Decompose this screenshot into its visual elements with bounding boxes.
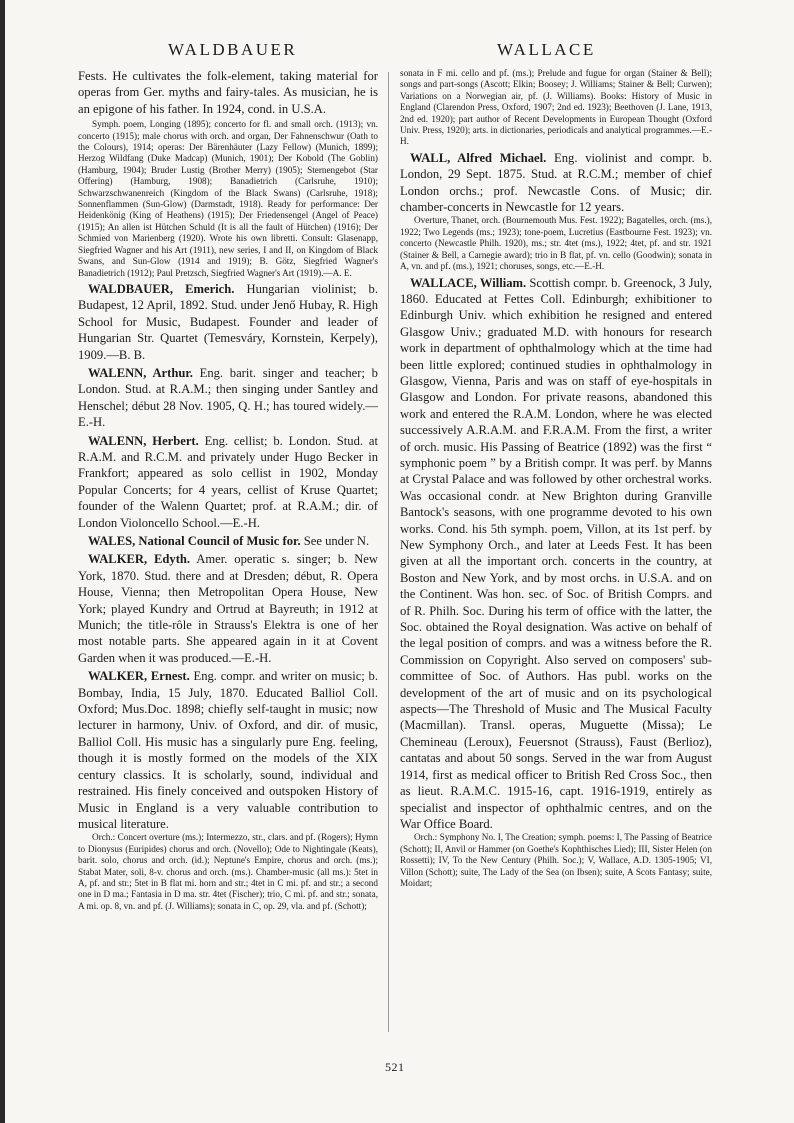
entry-headword: WALKER, Ernest.	[88, 669, 190, 684]
left-column	[78, 68, 378, 912]
entry-body: Hungarian violinist; b. Budapest, 12 April, 1892. Stud. under Jenő Hubay, R. High School for Music, Budapest. Founder and leader of Hungarian Str. Quartet (Temesváry, Kornstein, Kerpely), 1909.—B. B.	[78, 281, 378, 362]
entry-headword: WALENN, Arthur.	[88, 365, 193, 380]
column-divider	[388, 72, 389, 1032]
entry-walenn-herbert	[78, 433, 378, 531]
entry-wales	[78, 533, 378, 549]
right-column	[400, 68, 712, 889]
entry-body: Eng. barit. singer and teacher; b London. Stud. at R.A.M.; then singing under Santley and Henschel; début 28 Nov. 1905, Q. H.; has toured widely.—E.-H.	[78, 365, 378, 430]
works-list: Orch.: Concert overture (ms.); Intermezzo, str., clars. and pf. (Rogers); Hymn to Dionysus (Euripides) chorus and orch. (Novello); Ode to Nightingale (Keats), barit. solo, chorus and orch. (id.); Neptune's Empire, chorus and orch. (ms.); Stabat Mater, soli, 8-v. chorus and orch. (ms.). Chamber-music (all ms.): 5tet in A, pf. and str.; 5tet in B flat mi. horn and str.; 4tet in C mi. pf. and str.; a second one in D ma.; Fantasia in D ma. str. 4tet (Fischer); trio, C mi. pf. and str.; sonata, A mi. op. 8, vn. and pf. (J. Williams); sonata in C, op. 29, vla. and pf. (Schott);	[78, 832, 378, 911]
entry-body: See under N.	[300, 534, 370, 548]
entry-headword: WALDBAUER, Emerich.	[88, 281, 235, 296]
entry-headword: WALENN, Herbert.	[88, 433, 199, 448]
entry-walker-ernest	[78, 668, 378, 832]
entry-headword: WALLACE, William.	[410, 275, 527, 290]
entry-wall	[400, 150, 712, 216]
entry-body: Scottish compr. b. Greenock, 3 July, 1860. Educated at Fettes Coll. Edinburgh; exhibitioner to Edinburgh Univ. which exhibition he resigned and entered Glasgow Univ.; graduated M.D. with honours for research work in department of ophthalmology which at the time had been little explored; continued studies in ophthalmology in Glasgow, Vienna, Paris and was on staff of eye-hospitals in Glasgow and London. For private reasons, abandoned this work and entered the R.A.M. London, where he was elected successively A.R.A.M. and F.R.A.M. From the first, a writer of orch. music. His Passing of Beatrice (1892) was the first “ symphonic poem ” by a British compr. It was perf. by Manns at Crystal Palace and was followed by other orchestral works. Was occasional condr. at New Brighton during Granville Bantock's seasons, with one programme devoted to his own works. Cond. his 5th symph. poem, Villon, at its 1st perf. by New Symphony Orch., and later at Leeds Fest. It has been given at all the important orch. concerts in the country, at Boston and New York, and by most orchs. in U.S.A. and on the Continent. Was hon. sec. of Soc. of British Comprs. and of R. Philh. Soc. During his term of office with the latter, the Soc. obtained the Royal designation. Was active on behalf of the legal position of comprs. and was a witness before the R. Commission on Copyright. Also served on composers' sub-committee of Soc. of Authors. Has publ. works on the development of the art of music and on its psychological aspects—The Threshold of Music and The Musical Faculty (Macmillan). Transl. operas, Muguette (Missa); Le Chemineau (Leroux), Feuersnot (Strauss), Faust (Berlioz), cantatas and about 50 songs. Served in the war from August 1914, first as medical officer to British Red Cross Soc., then as lieut. R.A.M.C. 1915-16, capt. 1916-1919, entirely as specialist and inspector of ophthalmic centres, and on the War Office Board.	[400, 275, 712, 831]
entry-body: Eng. cellist; b. London. Stud. at R.A.M. and R.C.M. and privately under Hugo Becker in Frankfort; appeared as solo cellist in 1902, Monday Popular Concerts; for 4 years, cellist of Kruse Quartet; founder of the Walenn Quartet; prof. at R.A.M.; dir. of London Violoncello School.—E.-H.	[78, 433, 378, 530]
entry-body: Amer. operatic s. singer; b. New York, 1870. Stud. there and at Dresden; début, R. Opera House, Vienna; then Metropolitan Opera House, New York; played Kundry and Ortrud at Bayreuth; in 1912 at Munich; the title-rôle in Strauss's Elektra is one of her most notable parts. She appeared again in it at Covent Garden when it was produced.—E.-H.	[78, 552, 378, 665]
entry-walker-edyth	[78, 551, 378, 666]
running-header-right: WALLACE	[497, 40, 596, 59]
page-number: 521	[385, 1060, 405, 1074]
entry-wallace-william	[400, 275, 712, 833]
entry-headword: WALES, National Council of Music for.	[88, 534, 301, 548]
entry-body: Eng. compr. and writer on music; b. Bombay, India, 15 July, 1870. Educated Balliol Coll. Oxford; Mus.Doc. 1898; chiefly self-taught in music; now lecturer in harmony, Univ. of Oxford, and dir. of music, Balliol Coll. His music has a singularly pure Eng. feeling, though it is mostly formed on the models of the XIX century classics. It is scholarly, sound, individual and restrained. His finely conceived and outspoken History of Music in England is a very valuable contribution to musical literature.	[78, 669, 379, 831]
binding-edge	[0, 0, 5, 1123]
entry-waldbauer	[78, 281, 378, 363]
entry-headword: WALL, Alfred Michael.	[410, 150, 547, 165]
entry-headword: WALKER, Edyth.	[88, 552, 191, 567]
continued-works-list: sonata in F mi. cello and pf. (ms.); Prelude and fugue for organ (Stainer & Bell); songs and part-songs (Ascott; Elkin; Boosey; J. Williams; Stainer & Bell; Curwen); Variations on a Norwegian air, pf. (J. Williams). Books: History of Music in England (Clarendon Press, Oxford, 1907; 2nd ed. 1923); Beethoven (J. Lane, 1913, 2nd ed. 1920); part author of Recent Developments in European Thought (Oxford Univ. Press, 1920); arts. in dictionaries, periodicals and analytical programmes.—E.-H.	[400, 68, 712, 147]
works-list: Symph. poem, Longing (1895); concerto for fl. and small orch. (1913); vn. concerto (1915); male chorus with orch. and organ, Der Fahnenschwur (Oath to the Colours), 1914; operas: Der Bärenhäuter (Lazy Fellow) (Munich, 1899); Herzog Wildfang (Duke Madcap) (Munich, 1901); Der Kobold (The Goblin) (Hamburg, 1904); Bruder Lustig (Brother Merry) (1905); Sternengebot (Star Offering) (Hamburg, 1908); Banadietrich (Carlsruhe, 1910); Schwarzschwanenreich (Kingdom of the Black Swans) (Carlsruhe, 1918); Sonnenflammen (Sun-Glow) (Darmstadt, 1918). Ready for performance: Der Heidenkönig (King of Heathens) (1915); Der Friedensengel (Angel of Peace) (1915); An allen ist Hütchen Schuld (It is all the fault of Hütchen) (1916); Der Schmied von Marienberg (1920). Wrote his own libretti. Consult: Glasenapp, Siegfried Wagner and his Art (1911), new series, I and II, on Kingdom of Black Swans, and Sun-Glow (1914 and 1919); B. Götz, Siegfried Wagner's Banadietrich (1912); Paul Pretzsch, Siegfried Wagner's Art (1919).—A. E.	[78, 119, 378, 278]
works-list: Orch.: Symphony No. I, The Creation; symph. poems: I, The Passing of Beatrice (Schott); II, Anvil or Hammer (on Goethe's Kophthisches Lied); III, Sister Helen (on Rossetti); IV, To the New Century (Philh. Soc.); V, Wallace, A.D. 1305-1905; VI, Villon (Schott); suite, The Lady of the Sea (on Ibsen); suite, A Scots Fantasy; suite, Moidart;	[400, 832, 712, 888]
entry-walenn-arthur	[78, 365, 378, 431]
running-header-left: WALDBAUER	[168, 40, 298, 59]
works-list: Overture, Thanet, orch. (Bournemouth Mus. Fest. 1922); Bagatelles, orch. (ms.), 1922; Two Legends (ms.; 1923); tone-poem, Lucretius (Eastbourne Fest. 1923); vn. concerto (Newcastle Philh. 1920), ms.; str. 4tet (ms.), 1922; 4tet, pf. and str. 1921 (Stainer & Bell, a Carnegie award); trio in B flat, pf. vn. cello (Goodwin); sonata in A, vn. and pf. (ms.), 1921; choruses, songs, etc.—E.-H.	[400, 215, 712, 272]
entry-body: Eng. violinist and compr. b. London, 29 Sept. 1875. Stud. at R.C.M.; member of chief London orchs.; prof. Newcastle Cons. of Music; dir. chamber-concerts in Newcastle for 12 years.	[400, 150, 712, 215]
continued-entry-text: Fests. He cultivates the folk-element, taking material for operas from Ger. myths and fairy-tales. As musician, he is an epigone of his father. In 1924, cond. in U.S.A.	[78, 69, 378, 116]
